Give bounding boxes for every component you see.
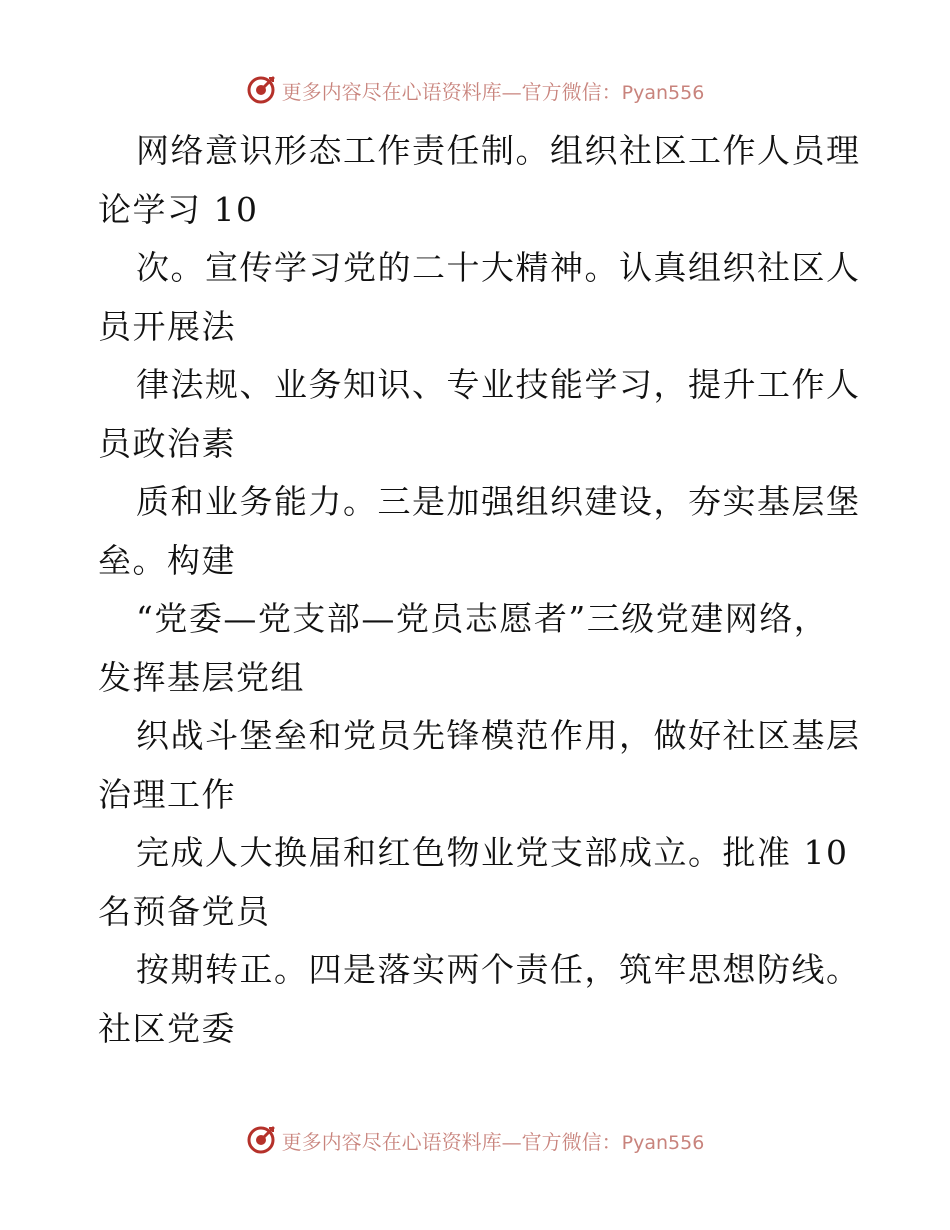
- footer-watermark: [0, 1120, 950, 1160]
- text-line: 治理工作: [98, 774, 236, 814]
- text-line: “党委—党支部—党员志愿者”三级党建网络，: [136, 599, 829, 638]
- text-line: 员开展法: [98, 306, 236, 346]
- text-line: 员政治素: [98, 423, 236, 463]
- watermark-text: 更多内容尽在心语资料库—官方微信：Pyan556: [281, 79, 705, 104]
- watermark-text: 更多内容尽在心语资料库—官方微信：Pyan556: [281, 1129, 705, 1154]
- text-line: 垒。构建: [98, 540, 236, 580]
- text-line: 按期转正。四是落实两个责任，筑牢思想防线。: [136, 950, 861, 989]
- header-watermark: [0, 70, 950, 110]
- document-body: [98, 122, 861, 1058]
- watermark-wechat-id: Pyan556: [621, 81, 705, 104]
- text-line: 质和业务能力。三是加强组织建设，夯实基层堡: [136, 482, 861, 521]
- text-line: 名预备党员: [98, 891, 271, 931]
- text-line: 论学习 10: [98, 189, 259, 229]
- logo-icon: [246, 75, 276, 105]
- text-line: 律法规、业务知识、专业技能学习，提升工作人: [136, 365, 861, 404]
- text-line: 完成人大换届和红色物业党支部成立。批准 10: [136, 833, 849, 872]
- text-line: 发挥基层党组: [98, 657, 305, 697]
- text-line: 次。宣传学习党的二十大精神。认真组织社区人: [136, 248, 861, 287]
- logo-icon: [246, 1125, 276, 1155]
- text-line: 网络意识形态工作责任制。组织社区工作人员理: [136, 131, 861, 170]
- watermark-wechat-id: Pyan556: [621, 1131, 705, 1154]
- text-line: 织战斗堡垒和党员先锋模范作用，做好社区基层: [136, 716, 861, 755]
- text-line: 社区党委: [98, 1008, 236, 1048]
